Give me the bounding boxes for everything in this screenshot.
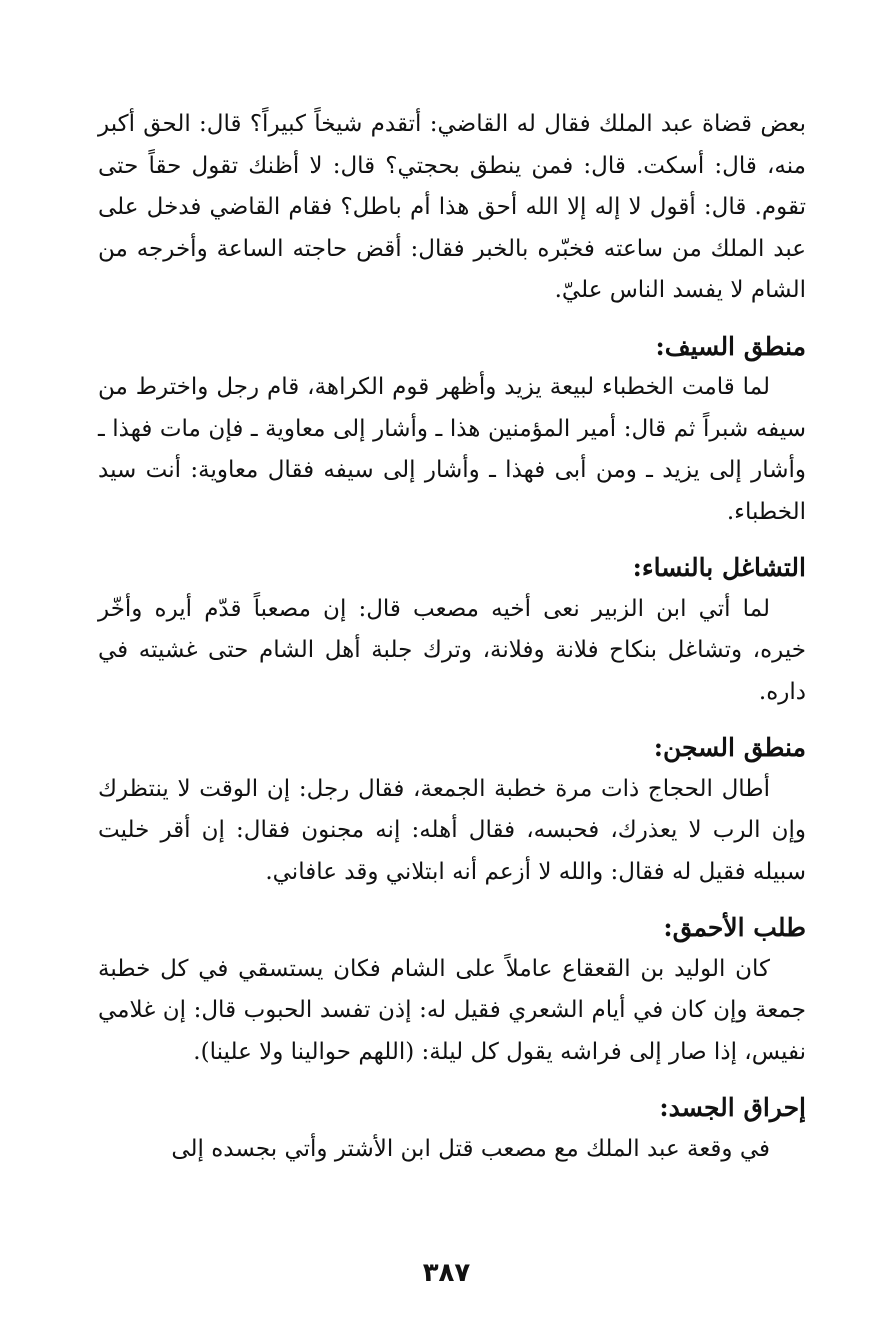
paragraph-body-burning: في وقعة عبد الملك مع مصعب قتل ابن الأشتر وأتي بجسده إلى (171, 1135, 770, 1162)
page-number: ٣٨٧ (422, 1258, 471, 1288)
paragraph-prison-logic: أطال الحجاج ذات مرة خطبة الجمعة، فقال رجل: إن الوقت لا ينتظرك وإن الرب لا يعذرك، فحبسه، فقال أهله: إنه مجنون فقال: إن أقر خليت سبيله فقيل له فقال: والله لا أزعم أنه ابتلاني وقد عافاني. (98, 775, 806, 885)
section-heading-body-burning: إحراق الجسد: (659, 1093, 806, 1122)
section-heading-prison-logic: منطق السجن: (653, 733, 806, 762)
paragraph-continuation: بعض قضاة عبد الملك فقال له القاضي: أتقدم شيخاً كبيراً؟ قال: الحق أكبر منه، قال: أسكت. قال: فمن ينطق بحجتي؟ قال: لا أظنك تقول حقاً حتى تقوم. قال: أقول لا إله إلا الله أحق هذا أم باطل؟ فقام القاضي فدخل على عبد الملك من ساعته فخبّره بالخبر فقال: أقض حاجته الساعة وأخرجه من الشام لا يفسد الناس عليّ. (98, 111, 806, 303)
paragraph-sword-logic: لما قامت الخطباء لبيعة يزيد وأظهر قوم الكراهة، قام رجل واخترط من سيفه شبراً ثم قال: أمير المؤمنين هذا ـ وأشار إلى معاوية ـ فإن مات فهذا ـ وأشار إلى يزيد ـ ومن أبى فهذا ـ وأشار إلى سيفه فقال معاوية: أنت سيد الخطباء. (98, 374, 806, 525)
paragraph-fools-request: كان الوليد بن القعقاع عاملاً على الشام فكان يستسقي في كل خطبة جمعة وإن كان في أيام الشعري فقيل له: إذن تفسد الحبوب قال: إن غلامي نفيس، إذا صار إلى فراشه يقول كل ليلة: (اللهم حوالينا ولا علينا). (98, 955, 806, 1065)
section-heading-women-distraction: التشاغل بالنساء: (632, 553, 806, 582)
section-heading-fools-request: طلب الأحمق: (663, 913, 806, 942)
paragraph-women-distraction: لما أتي ابن الزبير نعى أخيه مصعب قال: إن مصعباً قدّم أيره وأخّر خيره، وتشاغل بنكاح فلانة وفلانة، وترك جلبة أهل الشام حتى غشيته في داره. (98, 595, 806, 705)
section-heading-sword-logic: منطق السيف: (655, 331, 806, 361)
book-page (98, 104, 806, 1170)
